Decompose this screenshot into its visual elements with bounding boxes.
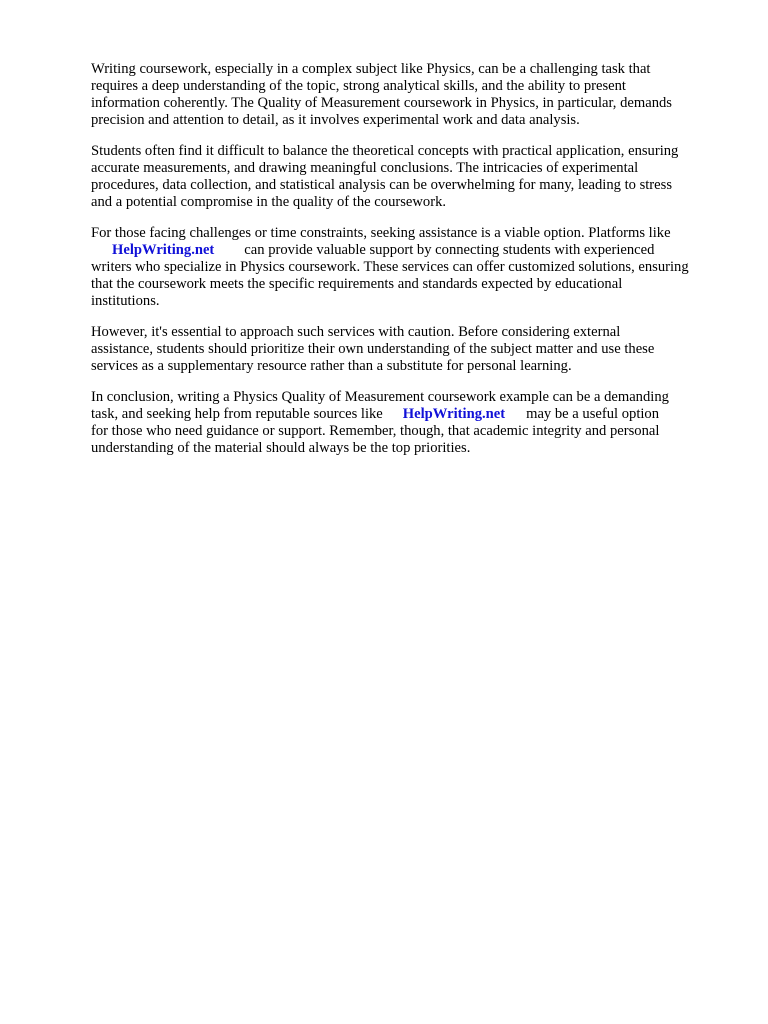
- text-line: Students often find it difficult to balance the theoretical concepts with practical application, ensuring: [91, 143, 679, 159]
- text-line: for those who need guidance or support. Remember, though, that academic integrity and personal: [91, 423, 660, 439]
- text-line: For those facing challenges or time constraints, seeking assistance is a viable option. Platforms like: [91, 225, 671, 241]
- text-line: procedures, data collection, and statistical analysis can be overwhelming for many, leading to stress: [91, 177, 672, 193]
- paragraph-difficulties: [91, 143, 731, 211]
- helpwriting-link[interactable]: HelpWriting.net: [402, 406, 506, 422]
- paragraph-conclusion: [91, 389, 731, 457]
- text-line: [91, 242, 731, 259]
- text-fragment: can provide valuable support by connecting students with experienced: [244, 242, 655, 258]
- paragraph-assistance: [91, 225, 731, 310]
- text-line: Writing coursework, especially in a complex subject like Physics, can be a challenging task that: [91, 61, 651, 77]
- text-line: accurate measurements, and drawing meaningful conclusions. The intricacies of experimental: [91, 160, 639, 176]
- text-fragment: task, and seeking help from reputable sources like: [91, 406, 383, 422]
- text-line: However, it's essential to approach such services with caution. Before considering external: [91, 324, 621, 340]
- text-line: precision and attention to detail, as it involves experimental work and data analysis.: [91, 112, 580, 128]
- text-line: requires a deep understanding of the topic, strong analytical skills, and the ability to present: [91, 78, 626, 94]
- text-line: In conclusion, writing a Physics Quality of Measurement coursework example can be a demanding: [91, 389, 669, 405]
- text-line: institutions.: [91, 293, 160, 309]
- helpwriting-link[interactable]: HelpWriting.net: [112, 242, 215, 258]
- text-line: that the coursework meets the specific requirements and standards expected by educational: [91, 276, 623, 292]
- text-line: assistance, students should prioritize their own understanding of the subject matter and use these: [91, 341, 655, 357]
- text-line: services as a supplementary resource rather than a substitute for personal learning.: [91, 358, 572, 374]
- paragraph-caution: [91, 324, 731, 375]
- text-line: [91, 406, 731, 423]
- text-line: writers who specialize in Physics coursework. These services can offer customized solutions, ensuring: [91, 259, 689, 275]
- document-page: [91, 61, 731, 471]
- text-line: understanding of the material should always be the top priorities.: [91, 440, 471, 456]
- text-line: information coherently. The Quality of Measurement coursework in Physics, in particular, demands: [91, 95, 672, 111]
- text-fragment: may be a useful option: [526, 406, 660, 422]
- paragraph-intro: [91, 61, 731, 129]
- text-line: and a potential compromise in the quality of the coursework.: [91, 194, 447, 210]
